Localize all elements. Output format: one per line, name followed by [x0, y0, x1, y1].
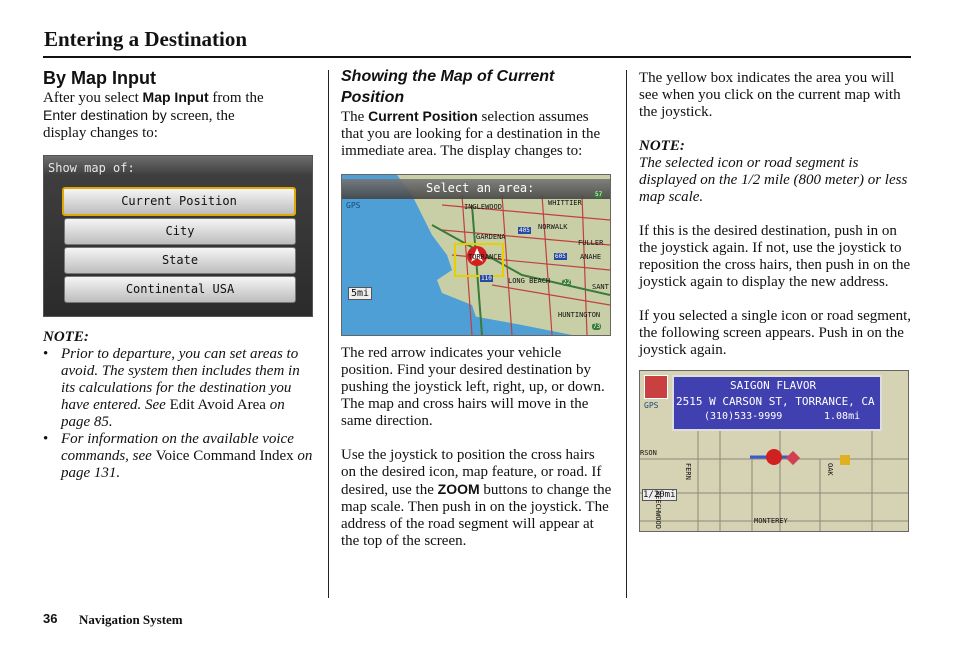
note-item: • Prior to departure, you can set areas to avoid. The system then includes them in its calculations for the destination you have entered. See Edit Avoid Area on page 85.	[43, 346, 315, 431]
page-title: Entering a Destination	[44, 27, 248, 51]
map-label: TORRANCE	[468, 253, 502, 261]
street-label: OAK	[826, 463, 834, 476]
current-position-paragraph: The Current Position selection assumes that you are looking for a destination in the immediate area. The display changes to:	[341, 108, 601, 159]
current-position-button[interactable]: Current Position	[62, 187, 296, 216]
joystick-paragraph: Use the joystick to position the cross hairs on the desired icon, map feature, or road. If desired, use the ZOOM buttons to change the map scale. Then push in on the joystick. The address of the road segment will appear at the top of the screen.	[341, 447, 612, 549]
street-label: FERN	[684, 463, 692, 480]
column-divider	[328, 70, 329, 598]
map-label: SANT	[592, 283, 609, 291]
street-label: RSON	[640, 449, 657, 457]
highway-shield-icon: 405	[519, 227, 530, 234]
destination-name: SAIGON FLAVOR	[730, 379, 817, 392]
continental-usa-button[interactable]: Continental USA	[64, 276, 296, 303]
column-divider	[626, 70, 627, 598]
north-arrow-icon	[644, 375, 668, 399]
highway-shield-icon: 605	[555, 253, 566, 260]
vehicle-position-icon	[766, 449, 782, 465]
street-label: MONTEREY	[754, 517, 788, 525]
footer-label: Navigation System	[79, 612, 183, 627]
map-label: NORWALK	[538, 223, 568, 231]
state-button[interactable]: State	[64, 247, 296, 274]
highway-shield-icon: 57	[595, 191, 603, 198]
city-button[interactable]: City	[64, 218, 296, 245]
map-scale: 5mi	[348, 287, 372, 300]
highway-shield-icon: 110	[481, 275, 492, 282]
map-label: HUNTINGTON	[558, 311, 601, 319]
map-label: WHITTIER	[548, 199, 582, 207]
column-2	[341, 66, 613, 550]
red-arrow-paragraph: The red arrow indicates your vehicle position. Find your desired destination by pushing the joystick left, right, up, or down. The map and cross hairs will move in the same direction.	[341, 345, 605, 429]
column-1	[43, 66, 315, 482]
map-label: FULLER	[578, 239, 604, 247]
destination-detail-map[interactable]	[639, 370, 909, 532]
single-icon-paragraph: If you selected a single icon or road segment, the following screen appears. Push in on the joystick again.	[639, 308, 911, 358]
column-3	[639, 66, 911, 532]
map-banner: Select an area:	[426, 181, 535, 195]
map-label: LONG BEACH	[508, 277, 551, 285]
page-number: 36	[43, 611, 58, 626]
subsection-heading: Showing the Map of Current Position	[341, 68, 555, 106]
map-label: ANAHE	[580, 253, 602, 261]
poi-icon	[840, 455, 850, 465]
screen-title: Show map of:	[48, 161, 135, 175]
map-label: INGLEWOOD	[464, 203, 502, 211]
confirm-paragraph: If this is the desired destination, push in on the joystick again. If not, use the joystick to reposition the cross hairs, then push in on the joystick again to display the new address.	[639, 223, 911, 290]
section-heading: By Map Input	[43, 68, 156, 88]
destination-distance: 1.08mi	[824, 411, 861, 422]
destination-phone: (310)533-9999	[704, 411, 783, 422]
highway-shield-icon: 22	[563, 279, 571, 286]
header-rule	[43, 56, 911, 58]
select-area-map[interactable]	[341, 174, 611, 336]
street-label: BEECHWOOD	[654, 491, 662, 529]
gps-indicator: GPS	[346, 201, 361, 210]
highway-shield-icon: 73	[593, 323, 601, 330]
map-label: GARDENA	[476, 233, 506, 241]
destination-address: 2515 W CARSON ST, TORRANCE, CA	[676, 395, 875, 408]
intro-paragraph: After you select Map Input from the Enter destination by screen, the display changes to:	[43, 89, 264, 141]
note-heading: NOTE:	[43, 329, 89, 345]
note-list	[43, 346, 315, 482]
map-scale: 1/20mi	[643, 490, 676, 500]
note-item: • For information on the available voice commands, see Voice Command Index on page 131.	[43, 431, 315, 482]
yellow-box-paragraph: The yellow box indicates the area you will see when you click on the current map with the joystick.	[639, 70, 901, 120]
show-map-of-screen	[43, 155, 313, 317]
gps-indicator: GPS	[644, 401, 659, 410]
note-text: The selected icon or road segment is displayed on the 1/2 mile (800 meter) or less map scale.	[639, 155, 908, 205]
note-heading: NOTE:	[639, 138, 685, 154]
